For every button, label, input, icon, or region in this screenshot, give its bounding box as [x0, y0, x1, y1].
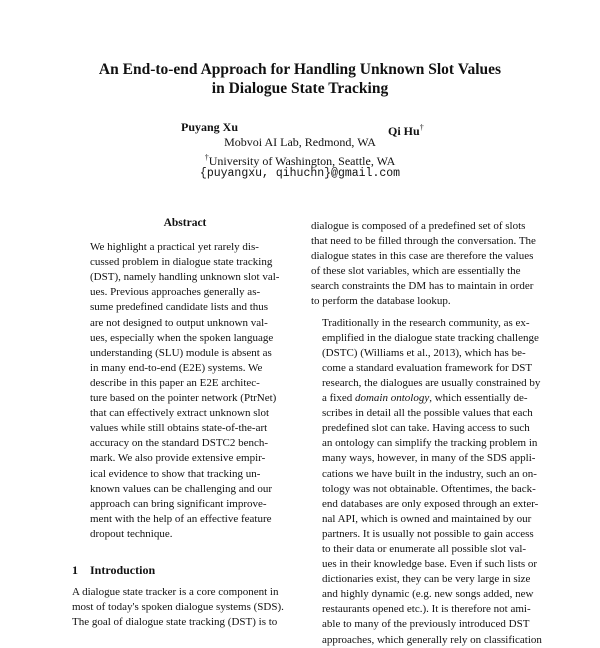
abstract-line: are not designed to output unknown val- [90, 316, 268, 329]
abstract-line: known values can be challenging and our [90, 482, 273, 495]
body-line: cations we have built in the industry, such an on- [322, 467, 537, 480]
introduction-line: A dialogue state tracker is a core component in [72, 586, 279, 599]
abstract-heading: Abstract [163, 217, 207, 229]
abstract-line: values while still obtains state-of-the-art [90, 422, 268, 435]
body-line: Traditionally in the research community, as ex- [322, 316, 530, 329]
abstract-line: cussed problem in dialogue state tracking [90, 256, 273, 269]
body-line: and highly dynamic (e.g. new songs added, new [322, 588, 534, 601]
paper-title [60, 60, 540, 98]
abstract-line: dropout technique. [90, 527, 173, 540]
abstract-line: We highlight a practical yet rarely dis- [90, 241, 259, 254]
ontology-post: , which essentially de- [429, 392, 528, 405]
author-2-name: Qi Hu [388, 124, 420, 138]
body-line: of these slot variables, which are essentially the [311, 265, 521, 278]
body-line-ontology [311, 391, 534, 406]
body-line: predefined slot can take. Having access to such [322, 422, 530, 435]
introduction-body [72, 585, 298, 630]
ontology-pre: a fixed [322, 392, 355, 405]
title-line-1: An End-to-end Approach for Handling Unknown Slot Values [98, 61, 502, 78]
body-line: many ways, however, in many of the SDS appli- [322, 452, 536, 465]
body-line: dialogue is composed of a predefined set of slots [311, 220, 526, 232]
body-line: to perform the database lookup. [311, 295, 451, 308]
introduction-heading [72, 563, 298, 578]
body-line: (DSTC) (Williams et al., 2013), which has be- [322, 346, 526, 359]
title-line-2: in Dialogue State Tracking [211, 80, 389, 97]
abstract-line: ture based on the pointer network (PtrNet) [90, 392, 277, 405]
body-line: dictionaries exist, they can be very large in size [322, 573, 531, 586]
body-line: research, the dialogues are usually constrained by [322, 376, 541, 389]
introduction-line: The goal of dialogue state tracking (DST) is to [72, 616, 278, 629]
affiliation-2-text: University of Washington, Seattle, WA [208, 154, 396, 168]
abstract-body [90, 240, 280, 542]
abstract-line: ues. Previous approaches generally as- [90, 286, 261, 299]
right-paragraph-2 [311, 316, 542, 648]
body-line: dialogue states in this case are therefore the values [311, 250, 534, 263]
body-line: scribes in detail all the possible values that each [322, 407, 533, 420]
abstract-line: ment with the help of an effective feature [90, 512, 272, 525]
body-line: restaurants opened etc.). It is therefore not ami- [322, 603, 531, 616]
abstract-line: that can effectively extract unknown slot [90, 407, 270, 420]
body-line: ues in their knowledge base. Even if such lists or [322, 558, 538, 571]
body-line: come a standard evaluation framework for DST [322, 361, 533, 374]
affiliation-2-mark: † [204, 153, 209, 162]
affiliation-1: Mobvoi AI Lab, Redmond, WA [224, 135, 376, 149]
body-line: tology was not obtainable. Oftentimes, the back- [322, 482, 536, 495]
body-line: an ontology can simplify the tracking problem in [322, 437, 538, 450]
abstract-line: understanding (SLU) module is absent as [90, 346, 272, 359]
author-1: Puyang Xu [181, 120, 239, 134]
abstract-line: approach can bring significant improve- [90, 497, 267, 510]
abstract-line: describe in this paper an E2E architec- [90, 376, 260, 389]
author-email: {puyangxu, qihuchn}@gmail.com [199, 167, 401, 180]
abstract-line: ues, especially when the spoken language [90, 331, 274, 344]
author-2-mark: † [419, 123, 424, 132]
body-line: approaches, which generally rely on classification [322, 633, 542, 646]
section-title: Introduction [90, 562, 156, 577]
body-line: able to many of the previously introduced DST [322, 618, 530, 631]
section-number: 1 [72, 562, 78, 577]
abstract-line: (DST), namely handling unknown slot val- [90, 271, 280, 284]
domain-ontology-term: domain ontology [354, 392, 430, 405]
left-column [72, 216, 298, 630]
body-line: emplified in the dialogue state tracking challenge [322, 331, 539, 344]
abstract-line: in many end-to-end (E2E) systems. We [90, 361, 263, 374]
body-line: nal API, which is owned and maintained by our [322, 512, 532, 525]
right-column [311, 219, 542, 648]
body-line: to their data or enumerate all possible slot val- [322, 542, 527, 555]
body-line: end databases are only exposed through an exter- [322, 497, 539, 510]
abstract-line: mark. We also provide extensive empir- [90, 452, 266, 465]
introduction-line: most of today's spoken dialogue systems (SDS). [72, 601, 284, 614]
body-line: partners. It is usually not possible to gain access [322, 527, 534, 540]
abstract-line: sume predefined candidate lists and thus [90, 301, 269, 314]
right-paragraph-1 [311, 219, 534, 310]
abstract-line: accuracy on the standard DSTC2 bench- [90, 437, 269, 450]
abstract-line: ical evidence to show that tracking un- [90, 467, 261, 480]
body-line: search constraints the DM has to maintain in order [311, 280, 534, 293]
body-line: that need to be filled through the conversation. The [311, 235, 536, 248]
